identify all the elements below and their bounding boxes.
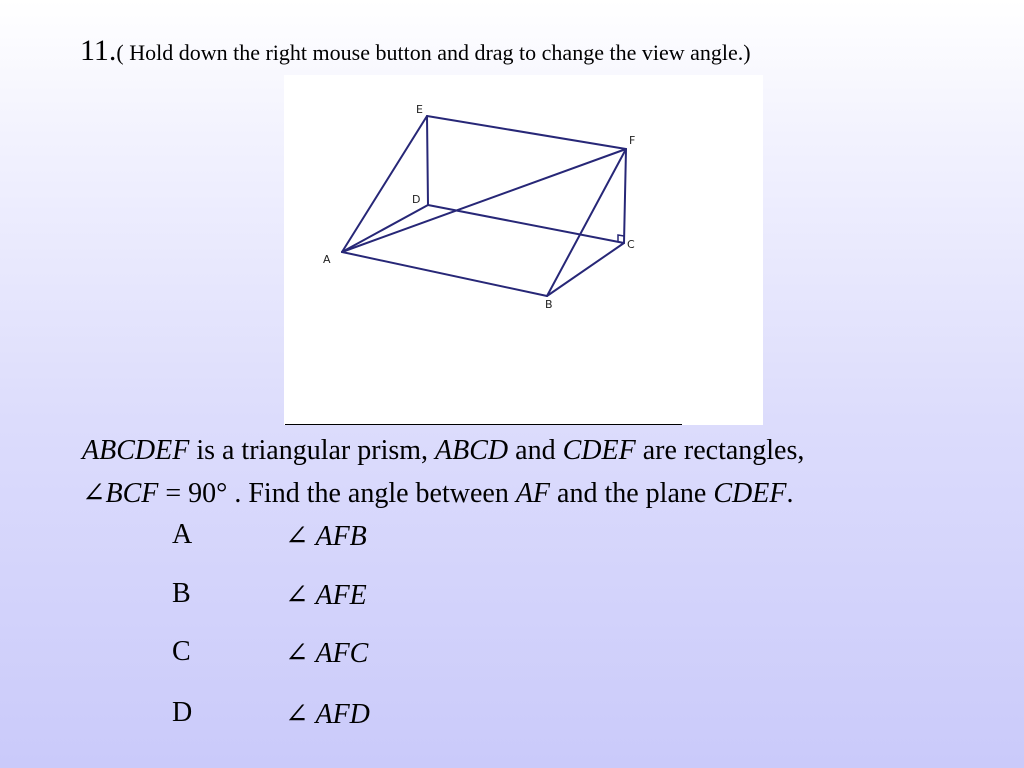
- vertex-label-f: F: [629, 134, 636, 147]
- option-letter: A: [172, 519, 193, 550]
- angle-symbol: ∠: [285, 699, 309, 730]
- angle-symbol: ∠: [285, 521, 309, 552]
- vertex-label-c: C: [627, 238, 635, 251]
- prism-diagram[interactable]: [284, 75, 763, 425]
- option-angle-name: AFD: [315, 699, 370, 730]
- angle-symbol: ∠: [82, 478, 106, 509]
- edge-da: [342, 205, 428, 252]
- edge-ab: [342, 252, 547, 296]
- edge-ea: [342, 116, 427, 252]
- problem-text-1: is a triangular prism,: [189, 435, 436, 466]
- option-answer: [285, 578, 367, 612]
- prism-name: ABCDEF: [82, 435, 190, 466]
- option-letter: C: [172, 636, 191, 667]
- prism-3d-view[interactable]: [284, 75, 763, 425]
- option-b[interactable]: [0, 578, 1024, 618]
- option-letter: D: [172, 697, 193, 728]
- vertex-label-e: E: [416, 103, 423, 116]
- edge-ef: [427, 116, 626, 149]
- option-c[interactable]: [0, 636, 1024, 676]
- angle-symbol: ∠: [285, 638, 309, 669]
- edge-fc: [624, 149, 626, 243]
- problem-text-6: .: [786, 478, 794, 509]
- vertex-label-a: A: [323, 253, 331, 266]
- option-answer: [285, 636, 368, 670]
- problem-text-5: and the plane: [550, 478, 714, 509]
- question-header: [80, 34, 751, 68]
- option-angle-name: AFB: [315, 521, 367, 552]
- question-number: 11.: [80, 34, 117, 67]
- segment-af: [342, 149, 626, 252]
- angle-bcf: BCF: [105, 478, 159, 509]
- rectangle-abcd: ABCD: [435, 435, 509, 466]
- plane-cdef: CDEF: [713, 478, 787, 509]
- edge-de: [427, 116, 428, 205]
- problem-text-2: and: [508, 435, 563, 466]
- option-answer: [285, 697, 370, 731]
- option-a[interactable]: [0, 519, 1024, 559]
- option-d[interactable]: [0, 697, 1024, 737]
- view-instruction: ( Hold down the right mouse button and drag to change the view angle.): [116, 40, 751, 65]
- problem-statement: [82, 429, 982, 515]
- figure-underline: [285, 424, 682, 425]
- edge-fb: [547, 149, 626, 296]
- vertex-label-b: B: [545, 298, 553, 311]
- line-af: AF: [515, 478, 551, 509]
- problem-text-3: are rectangles,: [635, 435, 805, 466]
- edge-bc: [547, 243, 624, 296]
- problem-text-4: = 90° . Find the angle between: [158, 478, 516, 509]
- rectangle-cdef: CDEF: [562, 435, 636, 466]
- angle-symbol: ∠: [285, 580, 309, 611]
- option-letter: B: [172, 578, 191, 609]
- option-angle-name: AFE: [315, 580, 367, 611]
- option-answer: [285, 519, 367, 553]
- option-angle-name: AFC: [315, 638, 369, 669]
- vertex-label-d: D: [412, 193, 421, 206]
